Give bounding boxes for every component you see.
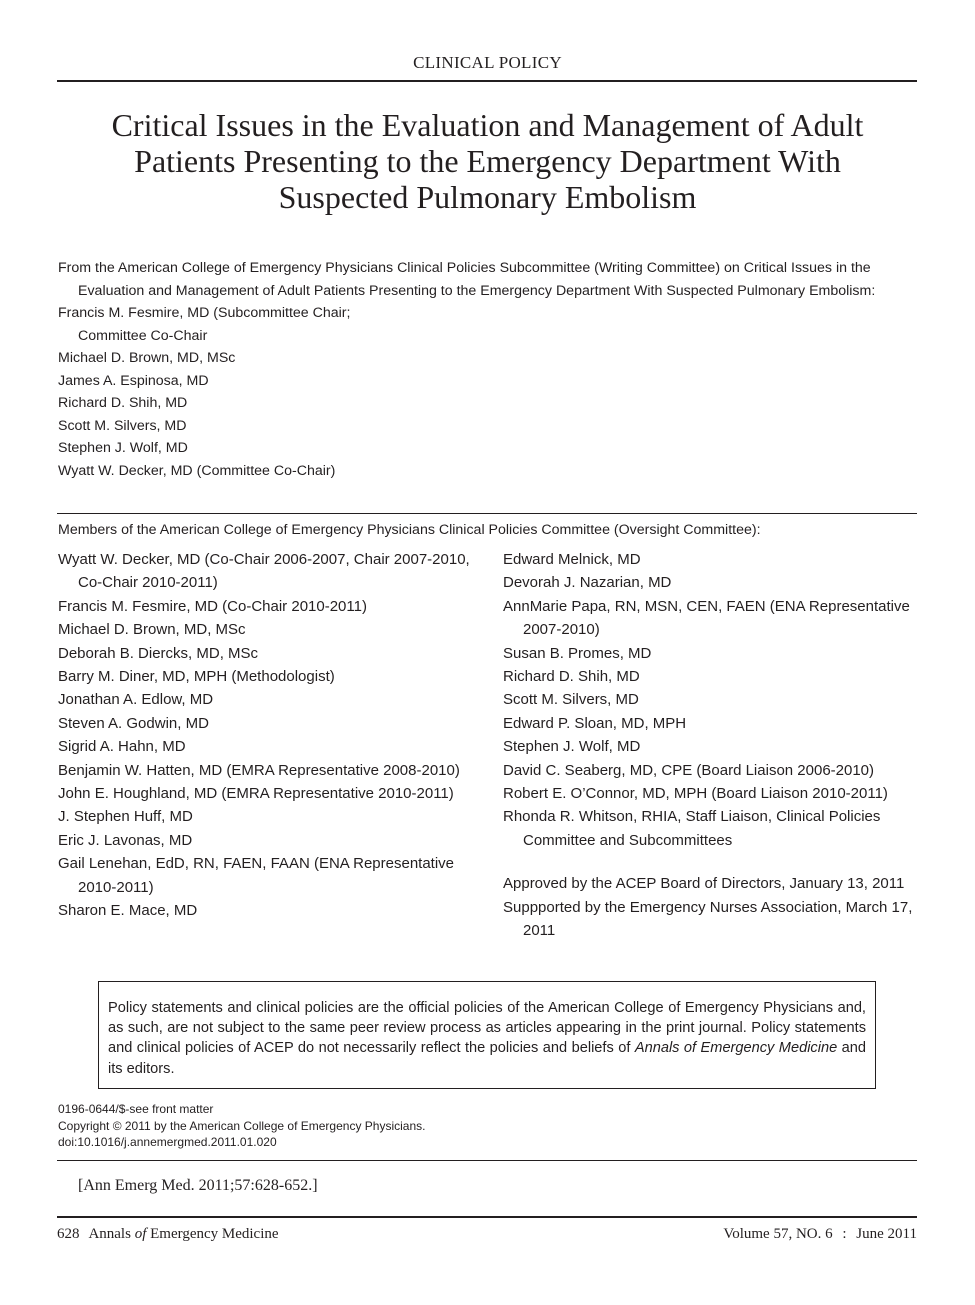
footer-rule — [57, 1216, 917, 1218]
footer-separator: : — [842, 1226, 847, 1242]
doi-link[interactable]: doi:10.1016/j.annemergmed.2011.01.020 — [58, 1135, 277, 1149]
article-title — [60, 107, 915, 215]
oversight-member: David C. Seaberg, MD, CPE (Board Liaison 2006-2010) — [503, 761, 875, 779]
title-line-3: Suspected Pulmonary Embolism — [278, 179, 697, 215]
policy-disclaimer-box — [98, 981, 876, 1089]
oversight-member: John E. Houghland, MD (EMRA Representative 2010-2011) — [58, 785, 454, 803]
approval-spacer — [503, 852, 923, 872]
issue-date: June 2011 — [856, 1226, 917, 1242]
oversight-member: Rhonda R. Whitson, RHIA, Staff Liaison, Clinical Policies Committee and Subcommittees — [503, 808, 881, 849]
footer-left — [57, 1226, 279, 1243]
oversight-member: Devorah J. Nazarian, MD — [503, 574, 672, 592]
writing-member: Wyatt W. Decker, MD (Committee Co-Chair) — [58, 462, 336, 479]
oversight-member: Deborah B. Diercks, MD, MSc — [58, 644, 259, 662]
oversight-member: Benjamin W. Hatten, MD (EMRA Representative 2008-2010) — [58, 761, 460, 779]
oversight-member: Edward Melnick, MD — [503, 551, 641, 568]
oversight-left-column — [58, 548, 478, 923]
oversight-member: Richard D. Shih, MD — [503, 668, 640, 686]
oversight-member: Scott M. Silvers, MD — [503, 691, 639, 709]
writing-committee-intro: From the American College of Emergency Physicians Clinical Policies Subcommittee (Writing Committee) on Critical Issues in the Evaluation and Management of Adult Patients Presenting to the Emergency Department With Suspected Pulmonary Embolism: — [58, 260, 876, 299]
oversight-member: AnnMarie Papa, RN, MSN, CEN, FAEN (ENA Representative 2007-2010) — [503, 597, 910, 639]
article-meta — [58, 1101, 425, 1151]
writing-member: Scott M. Silvers, MD — [58, 417, 187, 434]
oversight-intro: Members of the American College of Emergency Physicians Clinical Policies Committee (Oversight Committee): — [58, 522, 761, 538]
oversight-member: Edward P. Sloan, MD, MPH — [503, 714, 687, 732]
approval-note: Approved by the ACEP Board of Directors, January 13, 2011 — [503, 875, 905, 893]
policy-text-end: and its editors. — [108, 1040, 867, 1077]
oversight-member: Eric J. Lavonas, MD — [58, 831, 193, 849]
writing-committee — [58, 257, 918, 482]
copyright: Copyright © 2011 by the American College of Emergency Physicians. — [58, 1118, 426, 1133]
oversight-member: Gail Lenehan, EdD, RN, FAEN, FAAN (ENA Representative 2010-2011) — [58, 855, 455, 896]
oversight-member: Sigrid A. Hahn, MD — [58, 738, 186, 756]
writing-member: Michael D. Brown, MD, MSc — [58, 350, 236, 366]
section-label: CLINICAL POLICY — [413, 53, 562, 72]
oversight-member: Steven A. Godwin, MD — [58, 714, 209, 732]
oversight-member: Robert E. O’Connor, MD, MPH (Board Liaison 2010-2011) — [503, 785, 888, 803]
oversight-member: Jonathan A. Edlow, MD — [58, 691, 214, 709]
footer-right — [723, 1226, 917, 1243]
oversight-member: Stephen J. Wolf, MD — [503, 738, 641, 756]
header-rule — [57, 80, 917, 82]
oversight-member: J. Stephen Huff, MD — [58, 808, 193, 826]
committee-divider — [57, 513, 917, 514]
approval-note: Suppported by the Emergency Nurses Association, March 17, 2011 — [503, 898, 913, 940]
oversight-member: Francis M. Fesmire, MD (Co-Chair 2010-2011) — [58, 597, 367, 615]
oversight-right-column — [503, 548, 923, 943]
oversight-member: Sharon E. Mace, MD — [58, 902, 198, 920]
citation: [Ann Emerg Med. 2011;57:628-652.] — [78, 1177, 318, 1194]
writing-member: Francis M. Fesmire, MD (Subcommittee Chair; Committee Co-Chair — [58, 305, 351, 344]
oversight-member: Susan B. Promes, MD — [503, 644, 652, 662]
title-line-2: Patients Presenting to the Emergency Department With — [134, 143, 841, 179]
meta-divider — [57, 1160, 917, 1161]
writing-member: James A. Espinosa, MD — [58, 372, 209, 389]
journal-title-post: Emergency Medicine — [150, 1226, 279, 1242]
journal-name: Annals of Emergency Medicine — [634, 1040, 838, 1057]
journal-title-pre: Annals — [88, 1226, 131, 1242]
writing-member: Stephen J. Wolf, MD — [58, 440, 188, 456]
oversight-member: Barry M. Diner, MD, MPH (Methodologist) — [58, 668, 335, 686]
issn: 0196-0644/$-see front matter — [58, 1102, 214, 1116]
policy-text: Policy statements and clinical policies are the official policies of the American College of Emergency Physicians and, as such, are not subject to the same peer review process as articles appearing in the print journal. Policy statements and clinical policies of ACEP do not necessarily reflect the policies and beliefs of — [108, 1000, 866, 1057]
oversight-member: Michael D. Brown, MD, MSc — [58, 621, 246, 639]
page-number: 628 — [57, 1226, 80, 1242]
writing-member: Richard D. Shih, MD — [58, 395, 188, 411]
title-line-1: Critical Issues in the Evaluation and Management of Adult — [111, 107, 864, 143]
volume-issue: Volume 57, NO. 6 — [723, 1226, 833, 1242]
journal-title-of: of — [134, 1226, 147, 1242]
oversight-member: Wyatt W. Decker, MD (Co-Chair 2006-2007, Chair 2007-2010, Co-Chair 2010-2011) — [58, 551, 470, 592]
